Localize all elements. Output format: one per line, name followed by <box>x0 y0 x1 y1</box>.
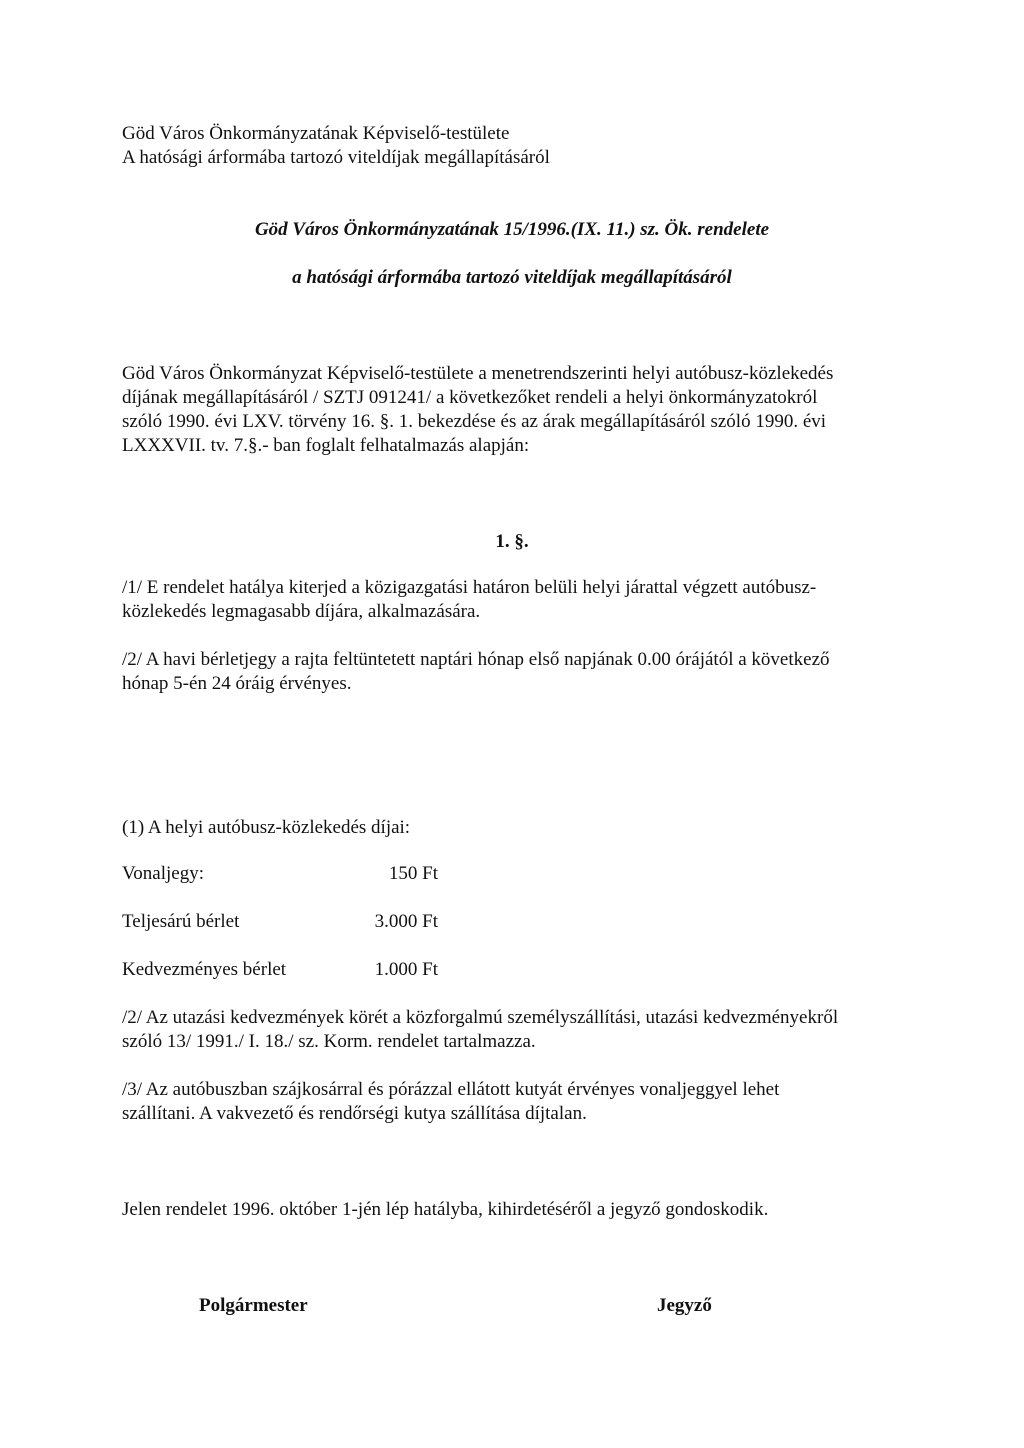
header-line-1: Göd Város Önkormányzatának Képviselő-testülete <box>122 123 510 144</box>
paragraph-line: /2/ Az utazási kedvezmények körét a közforgalmú személyszállítási, utazási kedvezményekről <box>122 1007 839 1028</box>
header-line-2: A hatósági árformába tartozó viteldíjak megállapításáról <box>122 147 550 168</box>
paragraph-line: /1/ E rendelet hatálya kiterjed a közigazgatási határon belüli helyi járattal végzett autóbusz- <box>122 577 817 598</box>
fee-label: Vonaljegy: <box>122 863 204 884</box>
paragraph-line: szállítani. A vakvezető és rendőrségi kutya szállítása díjtalan. <box>122 1103 587 1124</box>
fee-label: Kedvezményes bérlet <box>122 959 287 980</box>
fees-intro <box>122 816 410 840</box>
paragraph-discounts <box>122 1006 838 1054</box>
fees-intro-text: (1) A helyi autóbusz-közlekedés díjai: <box>122 817 411 838</box>
signature-mayor <box>199 1294 308 1318</box>
fee-value: 150 Ft <box>388 863 438 884</box>
document-header <box>122 122 550 170</box>
preamble-line: Göd Város Önkormányzat Képviselő-testülete a menetrendszerinti helyi autóbusz-közlekedés <box>122 363 834 384</box>
decree-title-line-2: a hatósági árformába tartozó viteldíjak megállapításáról <box>292 267 732 288</box>
decree-title-line-1: Göd Város Önkormányzatának 15/1996.(IX. 11.) sz. Ök. rendelete <box>254 219 770 240</box>
fee-row <box>122 910 438 936</box>
section-heading-text: 1. §. <box>495 531 529 552</box>
signature-notary-label: Jegyző <box>657 1295 712 1316</box>
effective-date-text: Jelen rendelet 1996. október 1-jén lép hatályba, kihirdetéséről a jegyző gondoskodik. <box>122 1199 769 1220</box>
signature-notary <box>657 1294 712 1318</box>
paragraph-line: /2/ A havi bérletjegy a rajta feltüntetett naptári hónap első napjának 0.00 órájától a következő <box>122 649 830 670</box>
paragraph-line: /3/ Az autóbuszban szájkosárral és pórázzal ellátott kutyát érvényes vonaljeggyel lehet <box>122 1079 780 1100</box>
section-heading <box>0 530 1024 554</box>
preamble-line: díjának megállapításáról / SZTJ 091241/ a következőket rendeli a helyi önkormányzatokról <box>122 387 818 408</box>
paragraph-line: hónap 5-én 24 óráig érvényes. <box>122 673 352 694</box>
effective-date-clause <box>122 1198 768 1222</box>
signature-mayor-label: Polgármester <box>199 1295 308 1316</box>
fee-value: 1.000 Ft <box>374 959 438 980</box>
fee-value: 3.000 Ft <box>374 911 438 932</box>
preamble-line: LXXXVII. tv. 7.§.- ban foglalt felhatalmazás alapján: <box>122 435 530 456</box>
decree-subtitle <box>0 266 1024 290</box>
preamble-line: szóló 1990. évi LXV. törvény 16. §. 1. bekezdése és az árak megállapításáról szóló 1990. évi <box>122 411 827 432</box>
paragraph-line: szóló 13/ 1991./ I. 18./ sz. Korm. rendelet tartalmazza. <box>122 1031 536 1052</box>
paragraph-1 <box>122 576 816 624</box>
decree-title <box>0 218 1024 242</box>
paragraph-dogs <box>122 1078 779 1126</box>
fee-row <box>122 958 438 984</box>
preamble <box>122 362 833 458</box>
paragraph-2 <box>122 648 830 696</box>
fee-label: Teljesárú bérlet <box>122 911 240 932</box>
fee-row <box>122 862 438 888</box>
paragraph-line: közlekedés legmagasabb díjára, alkalmazására. <box>122 601 481 622</box>
